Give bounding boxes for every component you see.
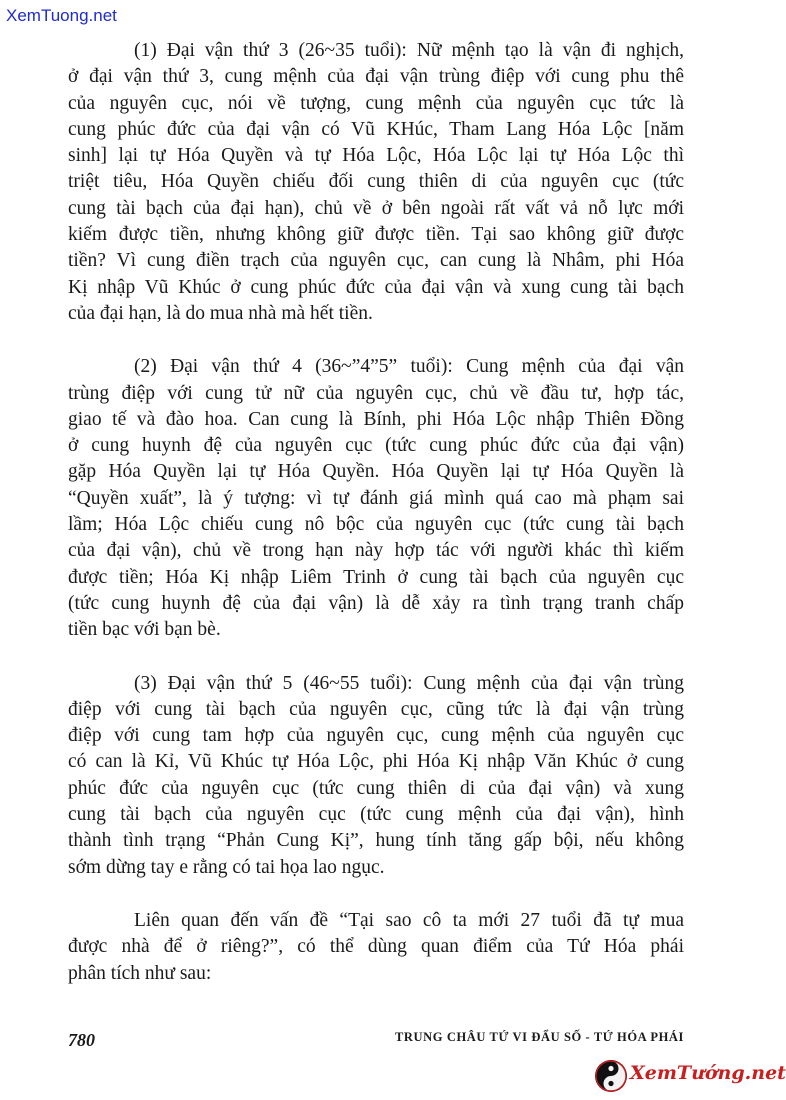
text-line: trùng điệp với cung tử nữ của nguyên cục, chủ về đầu tư, hợp tác, <box>68 382 684 404</box>
text-line: có can là Kỉ, Vũ Khúc tự Hóa Lộc, phi Hóa Kị nhập Văn Khúc ở cung <box>68 751 684 773</box>
text-line: phúc đức của nguyên cục (tức cung thiên di của đại vận) và xung <box>68 777 684 799</box>
text-line: “Quyền xuất”, là ý tượng: vì tự đánh giá mình quá cao mà phạm sai <box>68 487 684 509</box>
text-line: giao tế và đào hoa. Can cung là Bính, phi Hóa Lộc nhập Thiên Đồng <box>68 408 684 430</box>
text-line: sinh] lại tự Hóa Quyền và tự Hóa Lộc, Hóa Lộc lại tự Hóa Lộc thì <box>68 145 684 167</box>
page-body <box>68 38 684 1014</box>
site-logo[interactable] <box>594 1057 786 1097</box>
text-line: phân tích như sau: <box>68 962 212 984</box>
text-line: Liên quan đến vấn đề “Tại sao cô ta mới 27 tuổi đã tự mua <box>134 909 684 931</box>
text-line: Kị nhập Vũ Khúc ở cung phúc đức của đại vận và xung cung tài bạch <box>68 276 684 298</box>
text-line: triệt tiêu, Hóa Quyền chiếu đối cung thiên di của nguyên cục (tức <box>68 171 684 193</box>
page-footer <box>68 1026 684 1050</box>
text-line: của đại hạn, là do mua nhà mà hết tiền. <box>68 302 373 324</box>
yin-yang-icon <box>594 1059 628 1093</box>
text-line: (tức cung huynh đệ của đại vận) là dễ xảy ra tình trạng tranh chấp <box>68 592 684 614</box>
text-line: ở đại vận thứ 3, cung mệnh của đại vận trùng điệp với cung phu thê <box>68 66 684 88</box>
text-line: (2) Đại vận thứ 4 (36~”4”5” tuổi): Cung mệnh của đại vận <box>134 356 684 378</box>
page-number: 780 <box>68 1030 95 1050</box>
text-line: thành tình trạng “Phản Cung Kị”, hung tính tăng gấp bội, nếu không <box>68 830 684 852</box>
text-line: lầm; Hóa Lộc chiếu cung nô bộc của nguyên cục (tức cung tài bạch <box>68 514 684 536</box>
text-line: điệp với cung tam hợp của nguyên cục, cung mệnh của nguyên cục <box>68 725 684 747</box>
paragraph <box>68 38 684 327</box>
text-line: tiền? Vì cung điền trạch của nguyên cục, can cung là Nhâm, phi Hóa <box>68 250 684 272</box>
paragraph <box>68 354 684 643</box>
text-line: (3) Đại vận thứ 5 (46~55 tuổi): Cung mệnh của đại vận trùng <box>134 672 684 694</box>
text-line: được tiền; Hóa Kị nhập Liêm Trinh ở cung tài bạch của nguyên cục <box>68 566 684 588</box>
paragraph <box>68 671 684 881</box>
text-line: điệp với cung tài bạch của nguyên cục, cũng tức là đại vận trùng <box>68 698 684 720</box>
text-line: cung phúc đức của đại vận có Vũ KHúc, Tham Lang Hóa Lộc [năm <box>68 118 684 140</box>
paragraph <box>68 908 684 987</box>
text-line: (1) Đại vận thứ 3 (26~35 tuổi): Nữ mệnh tạo là vận đi nghịch, <box>134 40 684 61</box>
text-line: cung tài bạch của nguyên cục (tức cung mệnh của đại vận), hình <box>68 804 684 826</box>
text-line: kiếm được tiền, nhưng không giữ được tiền. Tại sao không giữ được <box>68 224 684 246</box>
text-line: sớm dừng tay e rằng có tai họa lao ngục. <box>68 856 385 878</box>
text-line: cung tài bạch của đại hạn), chủ về ở bên ngoài rất vất vả nỗ lực mới <box>68 197 684 219</box>
logo-text: XemTướng.net <box>630 1062 786 1084</box>
site-watermark: XemTuong.net <box>6 6 117 25</box>
text-line: gặp Hóa Quyền lại tự Hóa Quyền. Hóa Quyền lại tự Hóa Quyền là <box>68 461 684 483</box>
text-line: ở cung huynh đệ của nguyên cục (tức cung phúc đức của đại vận) <box>68 435 684 457</box>
text-line: của nguyên cục, nói về tượng, cung mệnh của nguyên cục tức là <box>68 92 684 114</box>
text-line: của đại vận), chủ về trong hạn này hợp tác với người khác thì kiếm <box>68 540 684 562</box>
text-line: được nhà để ở riêng?”, có thể dùng quan điểm của Tứ Hóa phái <box>68 936 684 958</box>
running-title: TRUNG CHÂU TỨ VI ĐẨU SỐ - TỨ HÓA PHÁI <box>394 1030 684 1044</box>
text-line: tiền bạc với bạn bè. <box>68 619 221 641</box>
